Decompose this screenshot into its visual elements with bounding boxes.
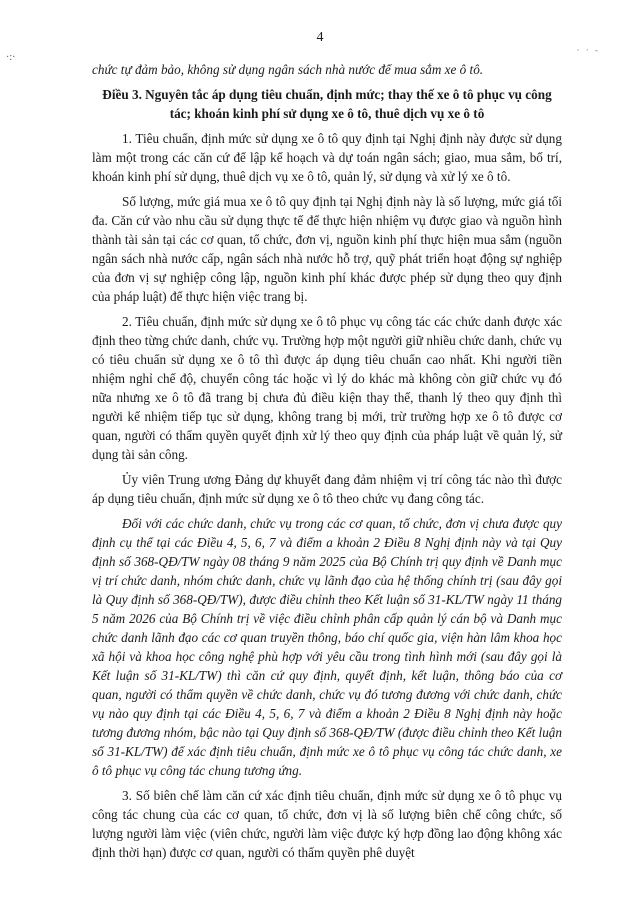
page-number: 4 <box>316 30 324 45</box>
paragraph: 1. Tiêu chuẩn, định mức sử dụng xe ô tô quy định tại Nghị định này được sử dụng làm một trong các căn cứ để lập kế hoạch và dự toán ngân sách; giao, mua sắm, bố trí, khoán kinh phí sử dụng, thuê dịch vụ xe ô tô, quản lý, sử dụng và xử lý xe ô tô. <box>92 131 562 184</box>
paragraph-italic: Đối với các chức danh, chức vụ trong các cơ quan, tổ chức, đơn vị chưa được quy định cụ thể tại các Điều 4, 5, 6, 7 và điểm a khoản 2 Điều 8 Nghị định này và tại Quy định số 368-QĐ/TW ngày 08 tháng 9 năm 2025 của Bộ Chính trị quy định về Danh mục vị trí chức danh, nhóm chức danh, chức vụ lãnh đạo của hệ thống chính trị (sau đây gọi là Quy định số 368-QĐ/TW), được điều chỉnh theo Kết luận số 31-KL/TW ngày 11 tháng 5 năm 2026 của Bộ Chính trị về việc điều chỉnh phân cấp quản lý cán bộ và Danh mục chức danh lãnh đạo các cơ quan truyền thông, báo chí quốc gia, viện hàn lâm khoa học xã hội và khoa học công nghệ phù hợp với yêu cầu trong tình hình mới (sau đây gọi là Kết luận số 31-KL/TW) thì căn cứ quy định, quyết định, kết luận, thông báo của cơ quan, người có thẩm quyền về chức danh, chức vụ đó tương đương với chức danh, chức vụ nào quy định tại các Điều 4, 5, 6, 7 và điểm a khoản 2 Điều 8 Nghị định này hoặc tương đương nhóm, bậc nào tại Quy định số 368-QĐ/TW (được điều chỉnh theo Kết luận số 31-KL/TW) để xác định tiêu chuẩn, định mức xe ô tô phục vụ công tác chức danh, xe ô tô phục vụ công tác chung tương ứng. <box>92 516 562 778</box>
margin-mark: ·:· <box>6 52 16 63</box>
paragraph: 2. Tiêu chuẩn, định mức sử dụng xe ô tô phục vụ công tác các chức danh được xác định theo từng chức danh, chức vụ. Trường hợp một người giữ nhiều chức danh, chức vụ có tiêu chuẩn sử dụng xe ô tô thì được áp dụng tiêu chuẩn cao nhất. Khi người tiền nhiệm nghỉ chế độ, chuyển công tác hoặc vì lý do khác mà không còn giữ chức vụ đó nữa nhưng xe ô tô đã trang bị chưa đủ điều kiện thay thế, thanh lý theo quy định thì người kế nhiệm tiếp tục sử dụng, không trang bị mới, trừ trường hợp xe ô tô được cơ quan, người có thẩm quyền quyết định xử lý theo quy định của pháp luật về quản lý, sử dụng tài sản công. <box>92 314 562 462</box>
paragraph: Ủy viên Trung ương Đảng dự khuyết đang đảm nhiệm vị trí công tác nào thì được áp dụng tiêu chuẩn, định mức sử dụng xe ô tô theo chức vụ đang công tác. <box>92 472 562 506</box>
paragraph-continuation: chức tự đảm bảo, không sử dụng ngân sách nhà nước để mua sắm xe ô tô. <box>92 62 484 77</box>
margin-mark: · · - <box>576 45 600 55</box>
article-heading: Điều 3. Nguyên tắc áp dụng tiêu chuẩn, định mức; thay thế xe ô tô phục vụ công tác; khoán kinh phí sử dụng xe ô tô, thuê dịch vụ xe ô tô <box>102 87 552 121</box>
document-body <box>92 60 562 868</box>
paragraph: 3. Số biên chế làm căn cứ xác định tiêu chuẩn, định mức sử dụng xe ô tô phục vụ công tác chung của các cơ quan, tổ chức, đơn vị là số lượng biên chế công chức, số lượng người làm việc (viên chức, người làm việc được ký hợp đồng lao động không xác định thời hạn) được cơ quan, người có thẩm quyền phê duyệt <box>92 788 562 860</box>
paragraph: Số lượng, mức giá mua xe ô tô quy định tại Nghị định này là số lượng, mức giá tối đa. Căn cứ vào nhu cầu sử dụng thực tế để thực hiện nhiệm vụ được giao và nguồn hình thành tài sản tại các cơ quan, tổ chức, đơn vị, nguồn kinh phí thực hiện mua sắm (nguồn ngân sách nhà nước cấp, ngân sách nhà nước hỗ trợ, quỹ phát triển hoạt động sự nghiệp của đơn vị sự nghiệp công lập, nguồn kinh phí khác được phép sử dụng theo quy định của pháp luật) để thực hiện việc trang bị. <box>92 194 562 304</box>
